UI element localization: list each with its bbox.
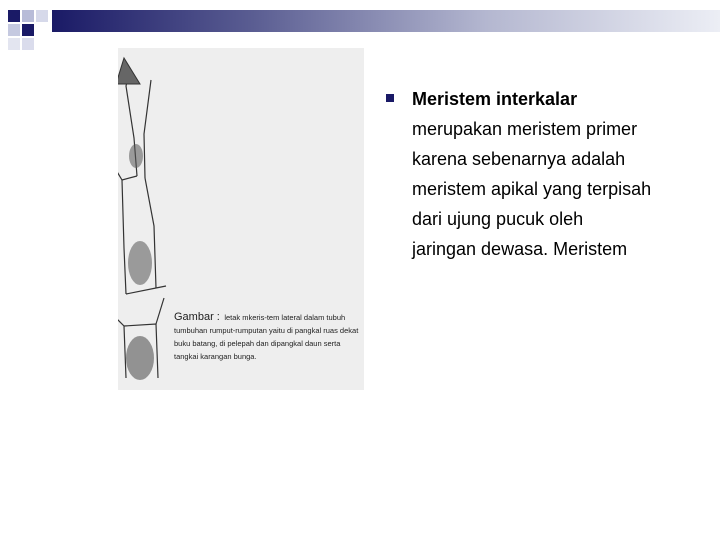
decor-square — [36, 10, 48, 22]
bullet-heading: Meristem interkalar — [412, 89, 578, 109]
decor-square — [22, 24, 34, 36]
decor-square — [22, 38, 34, 50]
decor-square — [22, 10, 34, 22]
decor-square — [8, 10, 20, 22]
bullet-line: merupakan meristem primer — [412, 119, 638, 139]
bullet-line: jaringan dewasa. Meristem — [412, 239, 628, 259]
bullet-line: karena sebenarnya adalah — [412, 149, 626, 169]
bullet-line: meristem apikal yang terpisah — [412, 179, 652, 199]
bullet-text — [412, 84, 712, 264]
stem-figure — [118, 48, 364, 390]
decor-square — [8, 24, 20, 36]
leaf-tip — [118, 58, 140, 84]
caption-text: letak mkeris-tem lateral dalam tubuh tumbuhan rumput-rumputan yaitu di pangkal ruas dekat buku batang, di pelepah dan dipangkal daun serta tangkai karangan bunga. — [174, 313, 359, 361]
title-gradient-bar — [52, 10, 720, 32]
decor-square — [8, 38, 20, 50]
caption-lead: Gambar : — [174, 311, 220, 323]
figure-caption — [174, 310, 362, 362]
bullet-line: dari ujung pucuk oleh — [412, 209, 584, 229]
bullet-square-icon — [386, 94, 394, 102]
